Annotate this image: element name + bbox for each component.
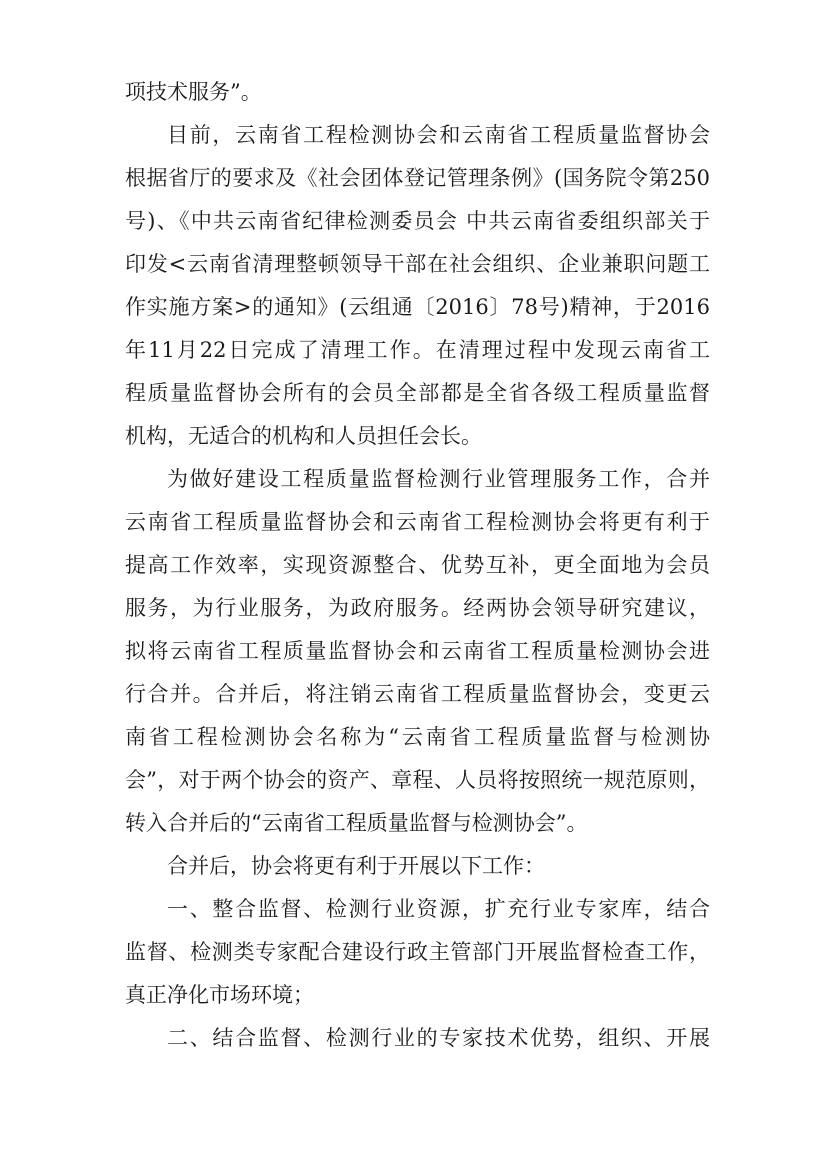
text-line: 为做好建设工程质量监督检测行业管理服务工作，合并 [167, 467, 710, 491]
text-line: 程质量监督协会所有的会员全部都是全省各级工程质量监督 [125, 381, 710, 405]
text-line: 提高工作效率，实现资源整合、优势互补，更全面地为会员 [125, 553, 710, 577]
text-line: 服务，为行业服务，为政府服务。经两协会领导研究建议， [125, 596, 710, 620]
text-line: 转入合并后的“云南省工程质量监督与检测协会”。 [125, 811, 588, 835]
text-line: 项技术服务”。 [125, 80, 262, 104]
text-line: 号)、《中共云南省纪律检测委员会 中共云南省委组织部关于 [125, 209, 710, 233]
text-line: 拟将云南省工程质量监督协会和云南省工程质量检测协会进 [125, 639, 710, 663]
text-line: 南省工程检测协会名称为“云南省工程质量监督与检测协 [125, 725, 710, 749]
text-line: 年11月22日完成了清理工作。在清理过程中发现云南省工 [125, 338, 710, 362]
text-line: 一、整合监督、检测行业资源，扩充行业专家库，结合 [167, 897, 710, 921]
text-line: 云南省工程质量监督协会和云南省工程检测协会将更有利于 [125, 510, 710, 534]
text-line: 印发<云南省清理整顿领导干部在社会组织、企业兼职问题工 [125, 252, 710, 276]
text-line: 根据省厅的要求及《社会团体登记管理条例》(国务院令第250 [125, 166, 710, 190]
text-line: 行合并。合并后，将注销云南省工程质量监督协会，变更云 [125, 682, 710, 706]
text-line: 二、结合监督、检测行业的专家技术优势，组织、开展 [167, 1026, 710, 1050]
text-line: 真正净化市场环境； [125, 983, 314, 1007]
text-line: 监督、检测类专家配合建设行政主管部门开展监督检查工作， [125, 940, 710, 964]
text-line: 目前，云南省工程检测协会和云南省工程质量监督协会 [167, 123, 710, 147]
text-line: 作实施方案>的通知》(云组通〔2016〕78号)精神，于2016 [125, 295, 710, 319]
text-line: 合并后，协会将更有利于开展以下工作： [167, 854, 545, 878]
text-line: 会”，对于两个协会的资产、章程、人员将按照统一规范原则， [125, 768, 710, 792]
text-line: 机构，无适合的机构和人员担任会长。 [125, 424, 482, 448]
